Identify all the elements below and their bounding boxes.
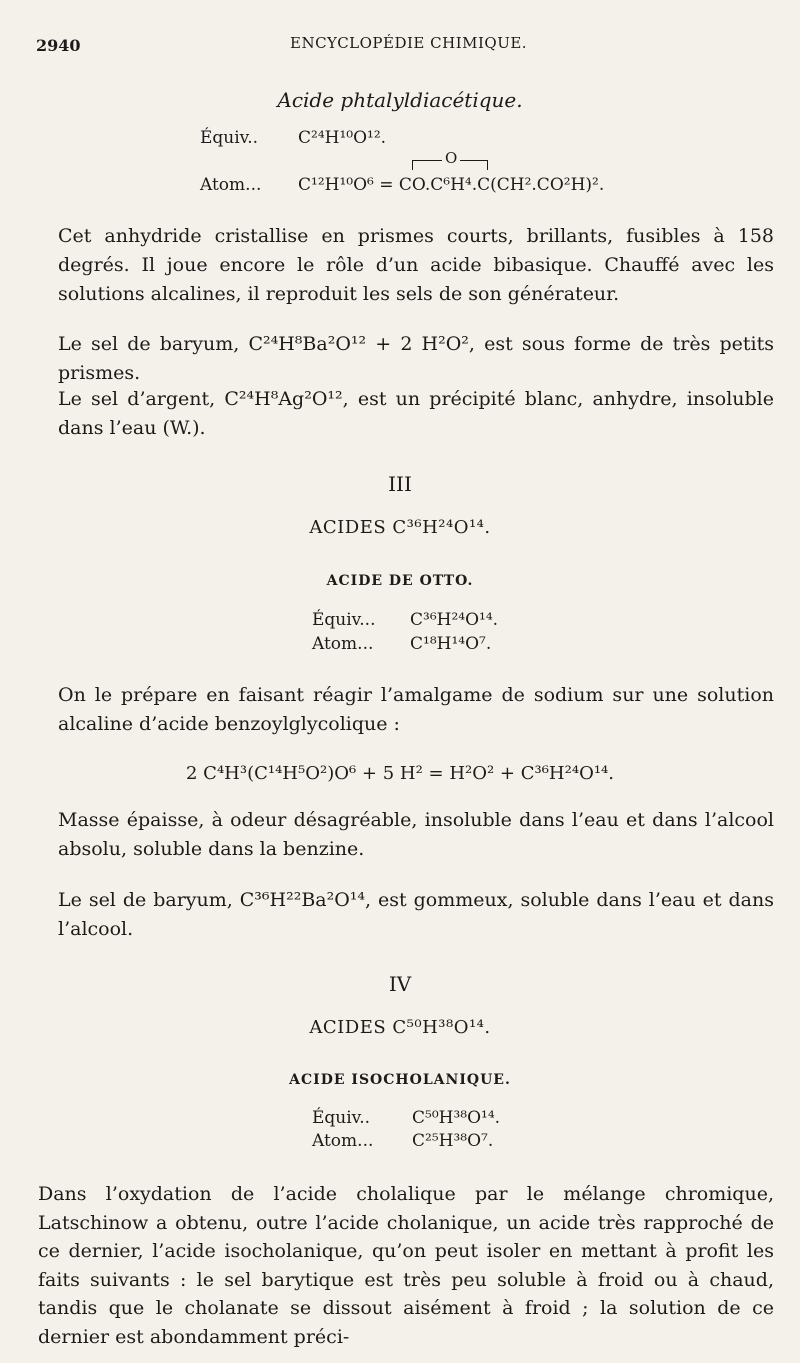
paragraph: On le prépare en faisant réagir l’amalgame de sodium sur une solution alcaline d’acide benzoylglycolique : [58, 684, 774, 735]
running-title: ENCYCLOPÉDIE CHIMIQUE. [290, 34, 528, 52]
section-number-IV: IV [388, 972, 412, 996]
equiv-formula: C⁵⁰H³⁸O¹⁴. [412, 1108, 501, 1128]
section-number-III: III [388, 472, 412, 496]
section-title-phtalyl: Acide phtalyldiacétique. [277, 88, 523, 112]
equiv-label: Équiv.. [312, 1108, 371, 1128]
paragraph: Dans l’oxydation de l’acide cholalique par le mélange chromique, Latschinow a obtenu, outre l’acide cholanique, un acide très rapproché de ce dernier, l’acide isocholanique, qu’on peut isoler en mettant à profit les faits suivants : le sel barytique est très peu soluble à froid ou à chaud, tandis que le cholanate se dissout aisément à froid ; la solution de ce dernier est abondamment préci- [38, 1183, 774, 1348]
subheading-acide-de-otto: ACIDE DE OTTO. [326, 573, 474, 589]
atom-formula: C¹⁸H¹⁴O⁷. [410, 634, 492, 654]
subheading-acide-isocholanique: ACIDE ISOCHOLANIQUE. [289, 1072, 511, 1088]
reaction-equation: 2 C⁴H³(C¹⁴H⁵O²)O⁶ + 5 H² = H²O² + C³⁶H²⁴O¹⁴. [186, 763, 614, 784]
acides-heading-III: ACIDES C³⁶H²⁴O¹⁴. [309, 517, 491, 538]
atom-label: Atom... [312, 1131, 374, 1151]
equiv-label: Équiv... [312, 610, 376, 630]
equiv-label: Équiv.. [200, 128, 259, 148]
atom-formula: C¹²H¹⁰O⁶ = CO.C⁶H⁴.C(CH².CO²H)². [298, 175, 605, 195]
atom-label: Atom... [312, 634, 374, 654]
paragraph: Le sel de baryum, C³⁶H²²Ba²O¹⁴, est gommeux, soluble dans l’eau et dans l’alcool. [58, 889, 774, 940]
paragraph: Le sel de baryum, C²⁴H⁸Ba²O¹² + 2 H²O², est sous forme de très petits prismes. [58, 333, 774, 384]
equiv-formula: C³⁶H²⁴O¹⁴. [410, 610, 499, 630]
bracket-oxygen: O [442, 149, 460, 167]
paragraph: Cet anhydride cristallise en prismes courts, brillants, fusibles à 158 degrés. Il joue encore le rôle d’un acide bibasique. Chauffé avec les solutions alcalines, il reproduit les sels de son générateur. [58, 225, 774, 305]
bracket-tick-right [487, 160, 488, 170]
paragraph: Le sel d’argent, C²⁴H⁸Ag²O¹², est un précipité blanc, anhydre, insoluble dans l’eau (W.). [58, 388, 774, 439]
paragraph: Masse épaisse, à odeur désagréable, insoluble dans l’eau et dans l’alcool absolu, soluble dans la benzine. [58, 809, 774, 860]
acides-heading-IV: ACIDES C⁵⁰H³⁸O¹⁴. [309, 1017, 491, 1038]
equiv-formula: C²⁴H¹⁰O¹². [298, 128, 387, 148]
atom-label: Atom... [200, 175, 262, 195]
atom-formula: C²⁵H³⁸O⁷. [412, 1131, 494, 1151]
page-number: 2940 [36, 36, 81, 55]
bracket-tick-left [412, 160, 413, 170]
